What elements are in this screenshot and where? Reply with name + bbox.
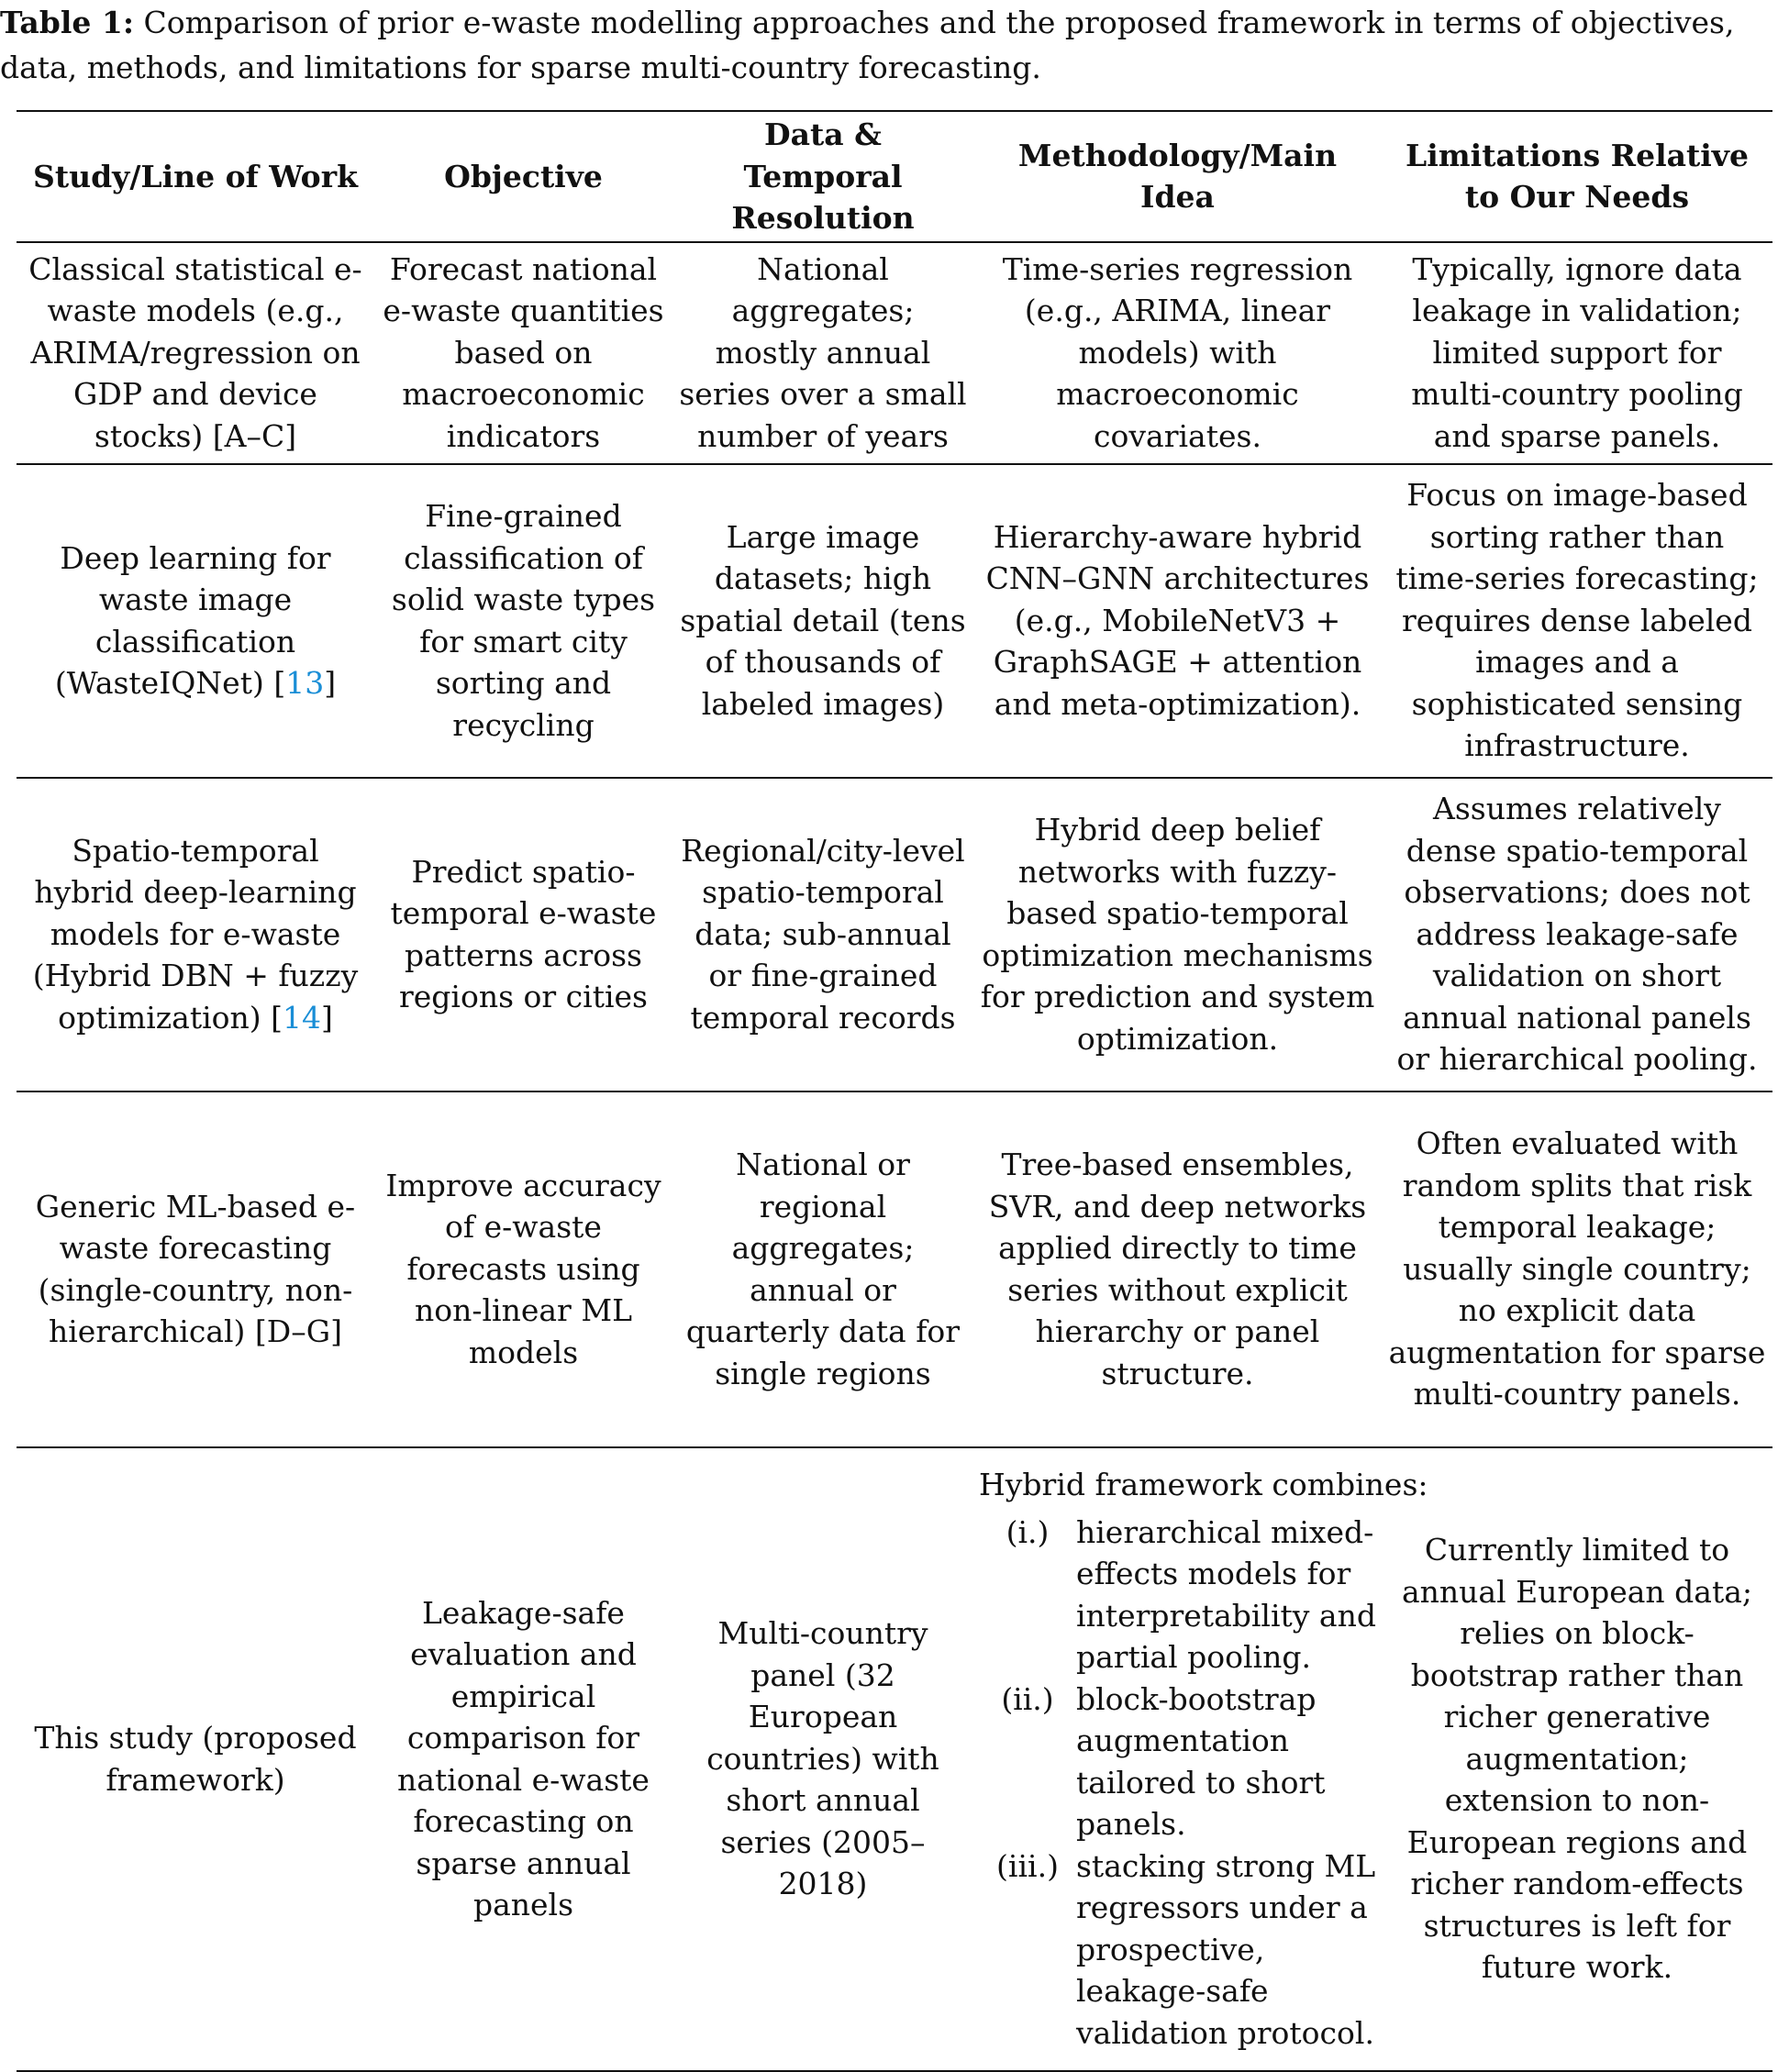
list-item-text: stacking strong ML regressors under a prospective, leakage-safe validation protocol. [1076,1847,1376,2051]
header-data: Data & Temporal Resolution [731,116,915,236]
cell-method: Time-series regression (e.g., ARIMA, linear models) with macroeconomic covariates. [1002,250,1353,454]
caption-text: Comparison of prior e-waste modelling approaches and the proposed framework in terms of objectives, data, methods, and limitations for sparse multi-country forecasting. [0,5,1735,85]
list-item [979,1679,1376,1845]
cell-limitations: Focus on image-based sorting rather than time-series forecasting; requires dense labeled images and a sophisticated sensing infrastructure. [1395,477,1759,764]
caption-label: Table 1: [0,5,135,40]
header-objective: Objective [444,158,603,194]
cell-data: National aggregates; mostly annual series over a small number of years [679,250,967,454]
cell-objective: Leakage-safe evaluation and empirical comparison for national e-waste forecasting on sparse annual panels [397,1594,650,1922]
cell-study: Generic ML-based e-waste forecasting (single-country, non-hierarchical) [D–G] [35,1188,356,1349]
table-row [17,1091,1772,1447]
list-item [979,1512,1376,1679]
list-item-number: (i.) [1006,1513,1050,1550]
table-row [17,1447,1772,2071]
cell-limitations: Typically, ignore data leakage in validation; limited support for multi-country pooling and sparse panels. [1411,250,1743,454]
cell-limitations: Currently limited to annual European data; relies on block-bootstrap rather than richer generative augmentation; extension to non-European regions and richer random-effects structures is left for future work. [1401,1532,1753,1986]
citation-link[interactable]: 14 [283,999,322,1036]
cell-limitations: Assumes relatively dense spatio-temporal observations; does not address leakage-safe validation on short annual national panels or hierarchical pooling. [1396,791,1758,1078]
table-row [17,778,1772,1091]
cell-method: Tree-based ensembles, SVR, and deep networks applied directly to time series without explicit hierarchy or panel structure. [988,1147,1367,1391]
cell-data: National or regional aggregates; annual or quarterly data for single regions [685,1147,961,1391]
cell-method [973,1447,1428,2071]
header-study: Study/Line of Work [33,158,358,194]
cell-objective: Fine-grained classification of solid waste types for smart city sorting and recycling [391,498,656,743]
cell-study: Classical statistical e-waste models (e.g., ARIMA/regression on GDP and device stocks) [A–C] [28,250,362,454]
header-limitations: Limitations Relative to Our Needs [1406,137,1749,216]
cell-data: Regional/city-level spatio-temporal data; sub-annual or fine-grained temporal records [681,832,965,1036]
list-item-number: (ii.) [1001,1680,1054,1717]
cell-data: Multi-country panel (32 European countries) with short annual series (2005–2018) [706,1615,939,1902]
method-list-intro: Hybrid framework combines: [979,1467,1428,1502]
list-item [979,1845,1376,2055]
cell-study: Spatio-temporal hybrid deep-learning models for e-waste (Hybrid DBN + fuzzy optimization) [14] [32,832,359,1036]
comparison-table [17,110,1772,2072]
cell-data: Large image datasets; high spatial detail (tens of thousands of labeled images) [680,518,966,722]
citation-link[interactable]: 13 [285,665,325,701]
list-item-text: hierarchical mixed-effects models for interpretability and partial pooling. [1076,1513,1376,1675]
cell-objective: Improve accuracy of e-waste forecasts using non-linear ML models [385,1167,661,1370]
cell-method: Hybrid deep belief networks with fuzzy-based spatio-temporal optimization mechanisms for prediction and system optimization. [980,812,1375,1057]
header-method: Methodology/Main Idea [1017,137,1338,216]
cell-objective: Predict spatio-temporal e-waste patterns across regions or cities [390,853,657,1014]
cell-method: Hierarchy-aware hybrid CNN–GNN architectures (e.g., MobileNetV3 + GraphSAGE + attention and meta-optimization). [985,518,1370,722]
table-caption [0,0,1789,90]
study-text: Deep learning for waste image classification (WasteIQNet) [54,539,331,701]
list-item-number: (iii.) [996,1847,1059,1884]
table-row [17,242,1772,464]
list-item-text: block-bootstrap augmentation tailored to short panels. [1076,1680,1326,1842]
cell-study: Deep learning for waste image classification (WasteIQNet) [13] [54,539,337,701]
cell-objective: Forecast national e-waste quantities based on macroeconomic indicators [383,250,664,454]
table-row [17,464,1772,778]
study-text: Spatio-temporal hybrid deep-learning models for e-waste (Hybrid DBN + fuzzy optimization) [32,832,359,1036]
cell-limitations: Often evaluated with random splits that risk temporal leakage; usually single country; no explicit data augmentation for sparse multi-country panels. [1388,1125,1766,1413]
table-header-row [17,111,1772,242]
cell-study: This study (proposed framework) [34,1720,357,1798]
